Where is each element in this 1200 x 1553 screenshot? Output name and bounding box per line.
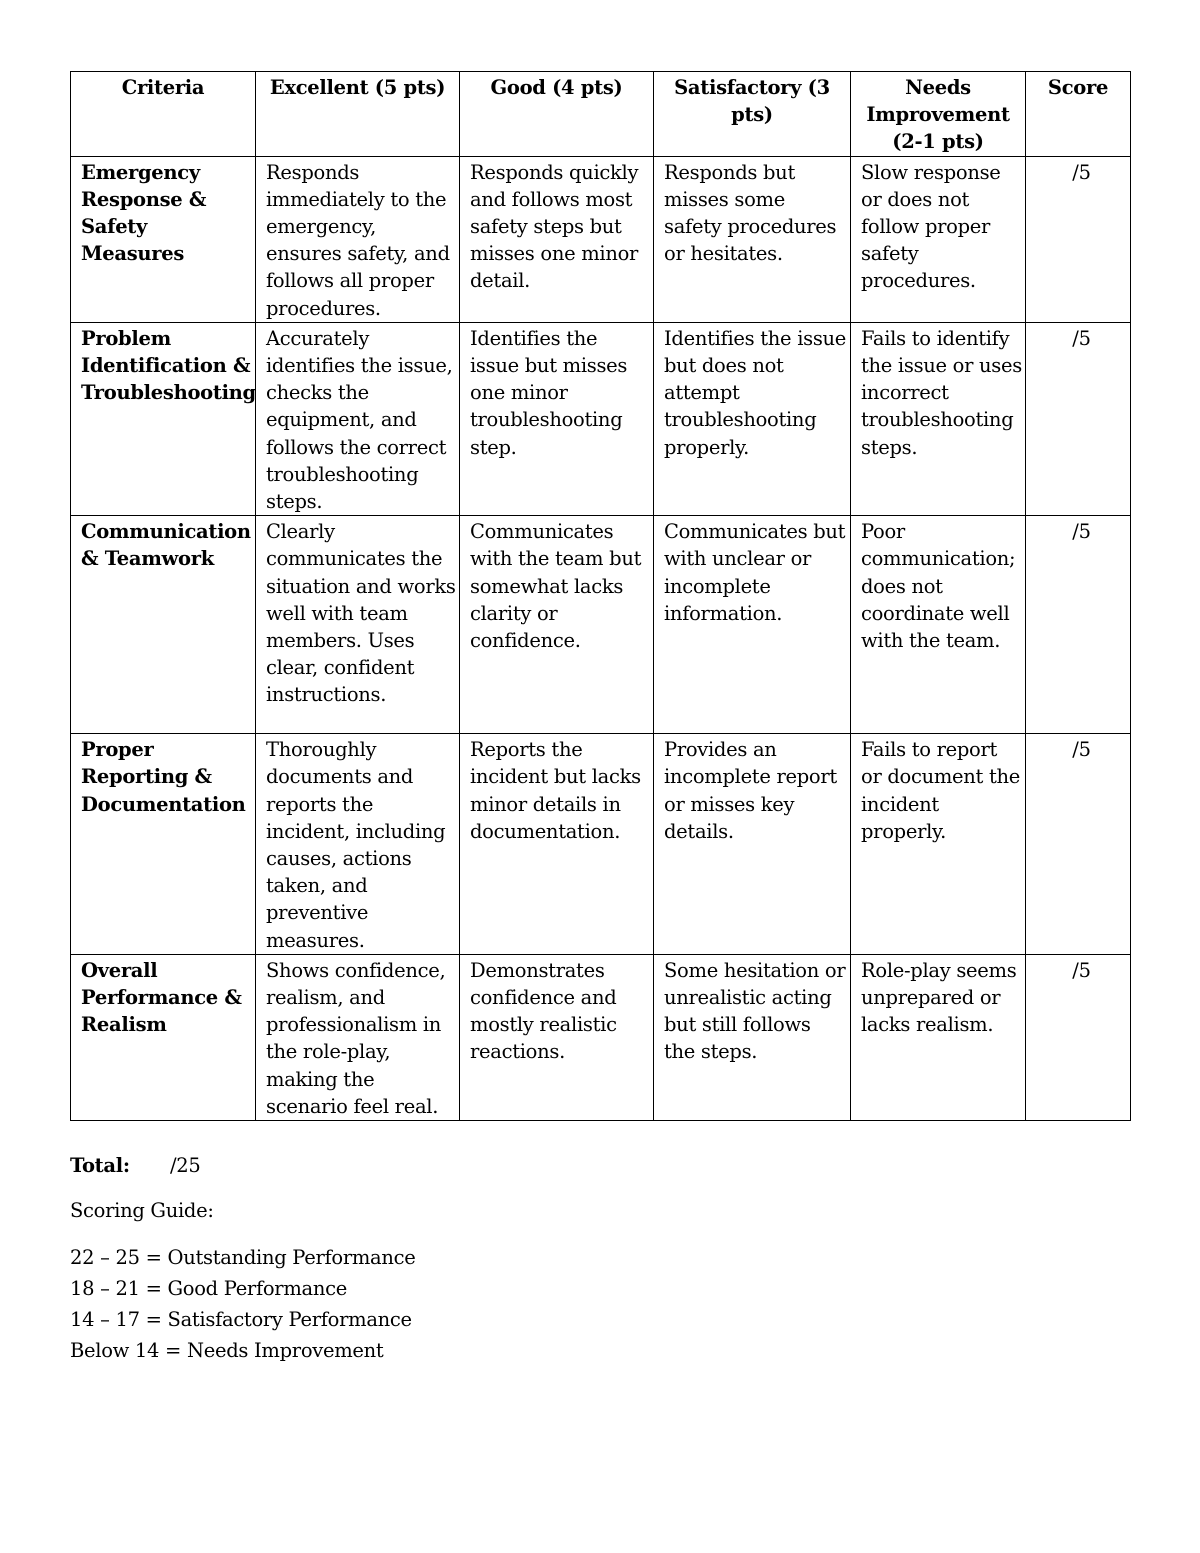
header-score: Score — [1026, 72, 1131, 157]
row-criteria: Communication & Teamwork — [71, 516, 256, 734]
row-needs-improvement: Slow response or does not follow proper safety procedures. — [851, 156, 1026, 322]
table-row — [71, 516, 1131, 734]
table-row — [71, 156, 1131, 322]
table-row — [71, 734, 1131, 955]
table-row — [71, 954, 1131, 1120]
row-good: Reports the incident but lacks minor details in documentation. — [460, 734, 654, 955]
header-excellent: Excellent (5 pts) — [256, 72, 460, 157]
scoring-guide-item: 22 – 25 = Outstanding Performance — [70, 1246, 416, 1269]
scoring-guide-title: Scoring Guide: — [70, 1199, 214, 1222]
row-score: /5 — [1026, 322, 1131, 515]
row-excellent: Responds immediately to the emergency, ensures safety, and follows all proper procedures. — [256, 156, 460, 322]
row-satisfactory: Some hesitation or unrealistic acting but still follows the steps. — [654, 954, 851, 1120]
footer-section — [70, 1152, 416, 1366]
row-good: Communicates with the team but somewhat lacks clarity or confidence. — [460, 516, 654, 734]
row-criteria: Problem Identification & Troubleshooting — [71, 322, 256, 515]
row-satisfactory: Identifies the issue but does not attempt troubleshooting properly. — [654, 322, 851, 515]
header-criteria: Criteria — [71, 72, 256, 157]
table-row — [71, 322, 1131, 515]
row-satisfactory: Provides an incomplete report or misses key details. — [654, 734, 851, 955]
header-good: Good (4 pts) — [460, 72, 654, 157]
row-needs-improvement: Role-play seems unprepared or lacks realism. — [851, 954, 1026, 1120]
scoring-guide-item: Below 14 = Needs Improvement — [70, 1339, 384, 1362]
row-good: Responds quickly and follows most safety steps but misses one minor detail. — [460, 156, 654, 322]
row-good: Identifies the issue but misses one minor troubleshooting step. — [460, 322, 654, 515]
row-criteria: Overall Performance & Realism — [71, 954, 256, 1120]
total-line — [70, 1152, 416, 1180]
header-needs-improvement: Needs Improvement (2-1 pts) — [851, 72, 1026, 157]
row-needs-improvement: Fails to identify the issue or uses incorrect troubleshooting steps. — [851, 322, 1026, 515]
row-needs-improvement: Fails to report or document the incident properly. — [851, 734, 1026, 955]
row-satisfactory: Responds but misses some safety procedures or hesitates. — [654, 156, 851, 322]
row-excellent: Shows confidence, realism, and professionalism in the role-play, making the scenario feel real. — [256, 954, 460, 1120]
row-excellent: Clearly communicates the situation and works well with team members. Uses clear, confident instructions. — [256, 516, 460, 734]
row-needs-improvement: Poor communication; does not coordinate well with the team. — [851, 516, 1026, 734]
total-value: /25 — [170, 1154, 201, 1177]
rubric-table — [70, 71, 1131, 1121]
row-criteria: Proper Reporting & Documentation — [71, 734, 256, 955]
header-satisfactory: Satisfactory (3 pts) — [654, 72, 851, 157]
row-score: /5 — [1026, 156, 1131, 322]
scoring-guide-item: 18 – 21 = Good Performance — [70, 1277, 347, 1300]
table-header-row — [71, 72, 1131, 157]
row-good: Demonstrates confidence and mostly realistic reactions. — [460, 954, 654, 1120]
row-score: /5 — [1026, 516, 1131, 734]
row-excellent: Accurately identifies the issue, checks the equipment, and follows the correct troubleshooting steps. — [256, 322, 460, 515]
scoring-guide-item: 14 – 17 = Satisfactory Performance — [70, 1308, 412, 1331]
row-satisfactory: Communicates but with unclear or incomplete information. — [654, 516, 851, 734]
row-score: /5 — [1026, 954, 1131, 1120]
total-label: Total: — [70, 1154, 130, 1177]
row-excellent: Thoroughly documents and reports the incident, including causes, actions taken, and preventive measures. — [256, 734, 460, 955]
row-criteria: Emergency Response & Safety Measures — [71, 156, 256, 322]
row-score: /5 — [1026, 734, 1131, 955]
